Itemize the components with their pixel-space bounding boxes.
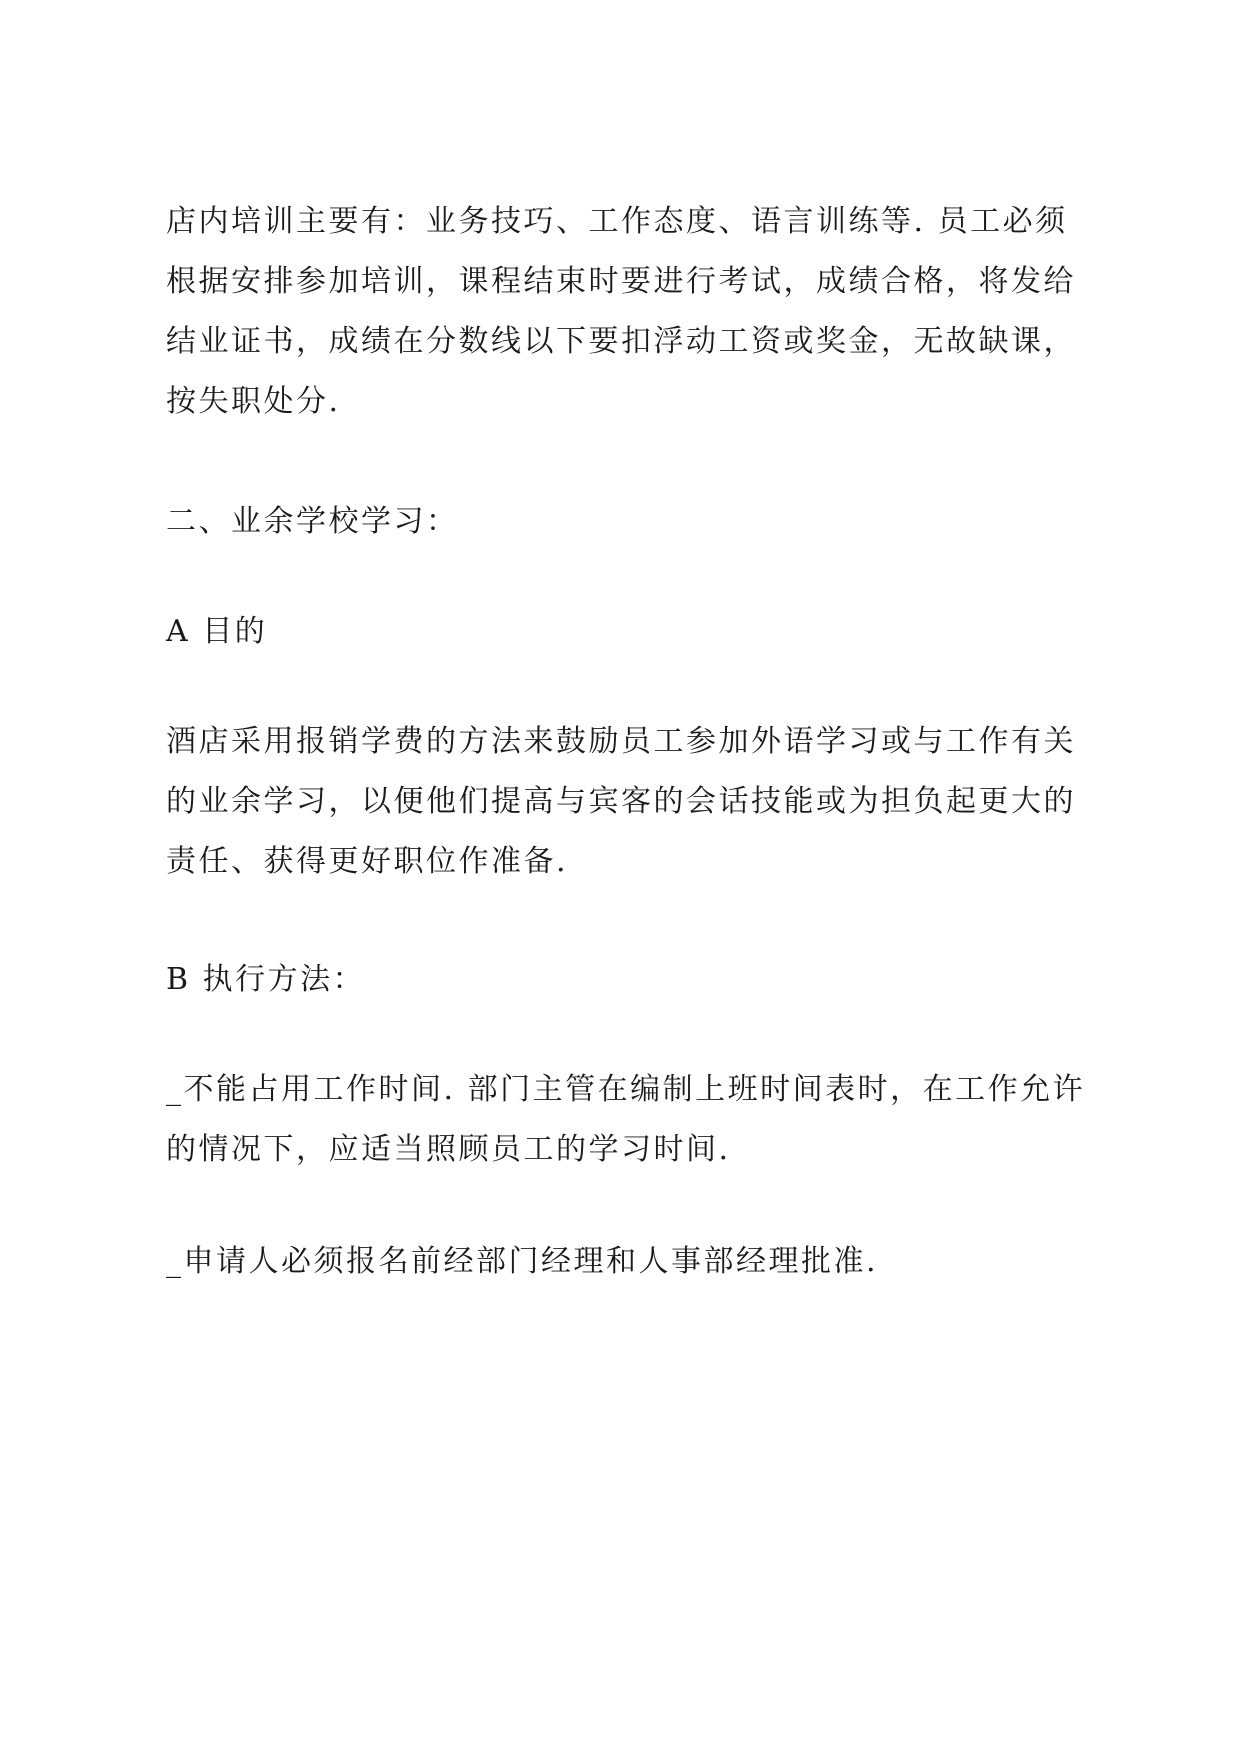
paragraph-purpose: 酒店采用报销学费的方法来鼓励员工参加外语学习或与工作有关的业余学习，以便他们提高与宾客的会话技能或为担负起更大的责任、获得更好职位作准备. <box>166 724 1076 879</box>
subsection-heading-execution-method: B 执行方法： <box>166 962 366 997</box>
list-item-approval: _申请人必须报名前经部门经理和人事部经理批准. <box>166 1244 879 1279</box>
section-heading-spare-time-school: 二、业余学校学习： <box>166 504 459 539</box>
subsection-heading-purpose: A 目的 <box>166 614 268 649</box>
paragraph-in-house-training: 店内培训主要有：业务技巧、工作态度、语言训练等. 员工必须根据安排参加培训，课程结束时要进行考试，成绩合格，将发给结业证书，成绩在分数线以下要扣浮动工资或奖金，无故缺课，按失职处分. <box>166 204 1076 419</box>
list-item-work-time: _不能占用工作时间. 部门主管在编制上班时间表时，在工作允许的情况下，应适当照顾员工的学习时间. <box>166 1072 1086 1167</box>
